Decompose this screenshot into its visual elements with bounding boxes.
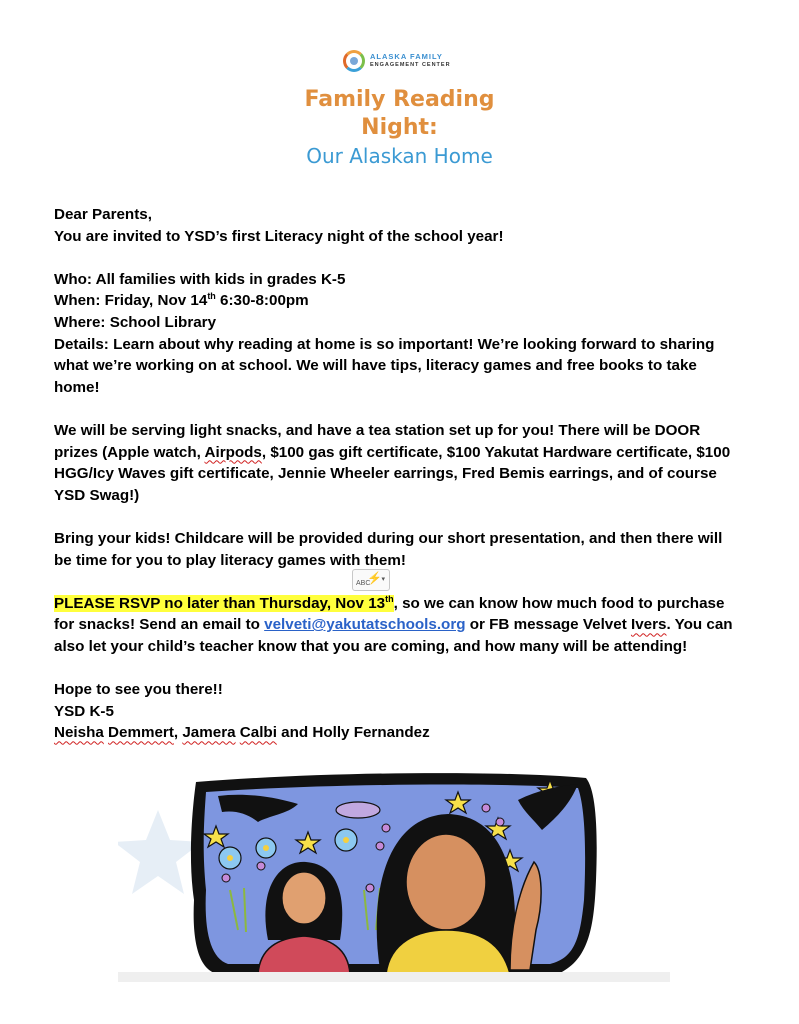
spellcheck-demmert[interactable]: Demmert: [108, 724, 174, 742]
rsvp-text-3: . You can also let your child’s teacher know that you are coming, and how many will be attending!: [54, 616, 733, 655]
childcare-paragraph: Bring your kids! Childcare will be provided during our short presentation, and then there will be time for you to play literacy games with them!: [54, 529, 723, 569]
autocorrect-options-button[interactable]: [352, 569, 390, 591]
logo-line1: ALASKA FAMILY: [370, 52, 443, 61]
rsvp-sup: th: [385, 593, 394, 604]
spellcheck-neisha[interactable]: Neisha: [54, 724, 104, 742]
logo-line2: ENGAGEMENT CENTER: [370, 62, 451, 68]
title-line1: Family Reading: [304, 87, 495, 112]
title-line2: Night:: [361, 115, 438, 140]
where-line: Where: School Library: [54, 313, 217, 331]
logo-text: [370, 53, 451, 69]
email-link[interactable]: velveti@yakutatschools.org: [264, 616, 466, 634]
alaskan-illustration: [118, 770, 670, 982]
page-title: [0, 86, 799, 142]
family-circle-icon: [343, 50, 365, 72]
details-paragraph: Details: Learn about why reading at home is so important! We’re looking forward to sharing what we’re working on at school. We will have tips, literacy games and free books to take home!: [54, 335, 715, 396]
illustration-art: [118, 770, 670, 982]
rsvp-highlight-text: PLEASE RSVP no later than Thursday, Nov 13: [54, 594, 386, 612]
greeting: Dear Parents,: [54, 206, 152, 223]
who-line: Who: All families with kids in grades K-5: [54, 270, 346, 288]
spellcheck-airpods[interactable]: Airpods: [204, 443, 262, 461]
signature: [54, 722, 744, 744]
rsvp-highlight: [54, 595, 394, 612]
sig-rest: and Holly Fernandez: [276, 724, 430, 742]
when-line: [54, 290, 744, 312]
when-text: When: Friday, Nov 14: [54, 292, 208, 310]
intro: You are invited to YSD’s first Literacy night of the school year!: [54, 227, 504, 245]
letter-body: [54, 204, 744, 744]
organization: YSD K-5: [54, 702, 114, 720]
chevron-down-icon: ▾: [381, 576, 385, 583]
lightning-icon: ⚡: [367, 571, 382, 585]
spellcheck-jamera[interactable]: Jamera: [182, 724, 236, 742]
rsvp-text-2: or FB message Velvet: [465, 616, 631, 634]
illustration-shadow: [118, 972, 670, 982]
rsvp-text: , so we can know how much food to purchase for snacks! Send an email to: [54, 594, 725, 634]
when-sup: th: [207, 291, 216, 302]
closing: Hope to see you there!!: [54, 681, 223, 699]
when-time: 6:30-8:00pm: [215, 292, 309, 310]
abc-label: ABC: [356, 580, 371, 587]
logo: [343, 50, 451, 72]
spellcheck-calbi[interactable]: Calbi: [239, 724, 277, 742]
rsvp-paragraph: [54, 593, 744, 658]
snacks-text: We will be serving light snacks, and have a tea station set up for you! There will be DOOR prizes (Apple watch,: [54, 421, 701, 461]
sig-comma: ,: [173, 724, 183, 742]
spellcheck-ivers[interactable]: Ivers: [630, 616, 667, 634]
snacks-paragraph: [54, 420, 744, 506]
snacks-text-2: , $100 gas gift certificate, $100 Yakutat Hardware certificate, $100 HGG/Icy Waves gift certificate, Jennie Wheeler earrings, Fred Bemis earrings, and of course YSD Swag!): [54, 443, 731, 504]
page-subtitle: Our Alaskan Home: [306, 144, 493, 168]
